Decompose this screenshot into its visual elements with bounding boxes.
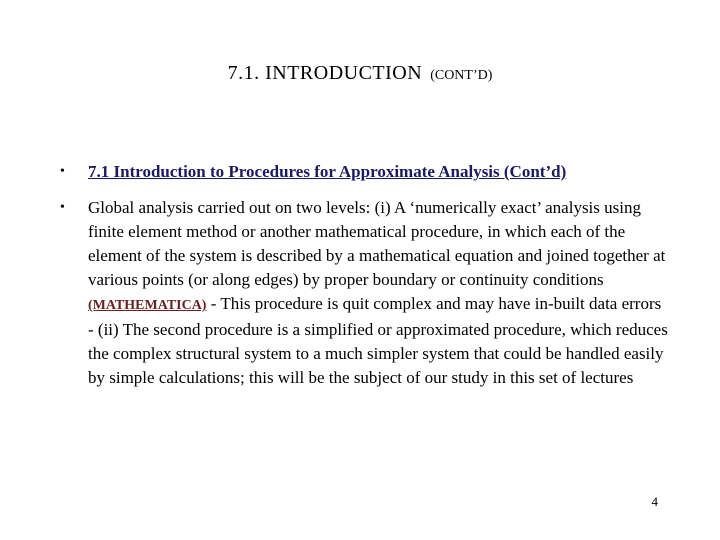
slide-title xyxy=(0,62,720,85)
bullet-item-body xyxy=(60,196,670,390)
bullet-marker: • xyxy=(60,164,65,179)
mathematica-link[interactable]: (MATHEMATICA) xyxy=(88,298,207,313)
bullet-list xyxy=(60,160,670,390)
body-text-before: Global analysis carried out on two levels: (i) A ‘numerically exact’ analysis using finite element method or another mathematical procedure, in which each of the element of the system is described by a mathematical equation and joined together at various points (or along edges) by proper boundary or continuity conditions xyxy=(88,198,666,289)
bullet-item-heading xyxy=(60,160,670,184)
title-suffix: (CONT’D) xyxy=(430,68,493,83)
title-main: 7.1. INTRODUCTION xyxy=(227,62,423,84)
body-text-after: - This procedure is quit complex and may have in-built data errors - (ii) The second procedure is a simplified or approximated procedure, which reduces the complex structural system to a much simpler system that could be handled easily by simple calculations; this will be the subject of our study in this set of lectures xyxy=(88,294,668,387)
page-number: 4 xyxy=(651,494,658,509)
bullet-marker: • xyxy=(60,200,65,215)
section-heading-link[interactable]: 7.1 Introduction to Procedures for Approximate Analysis (Cont’d) xyxy=(88,162,567,181)
